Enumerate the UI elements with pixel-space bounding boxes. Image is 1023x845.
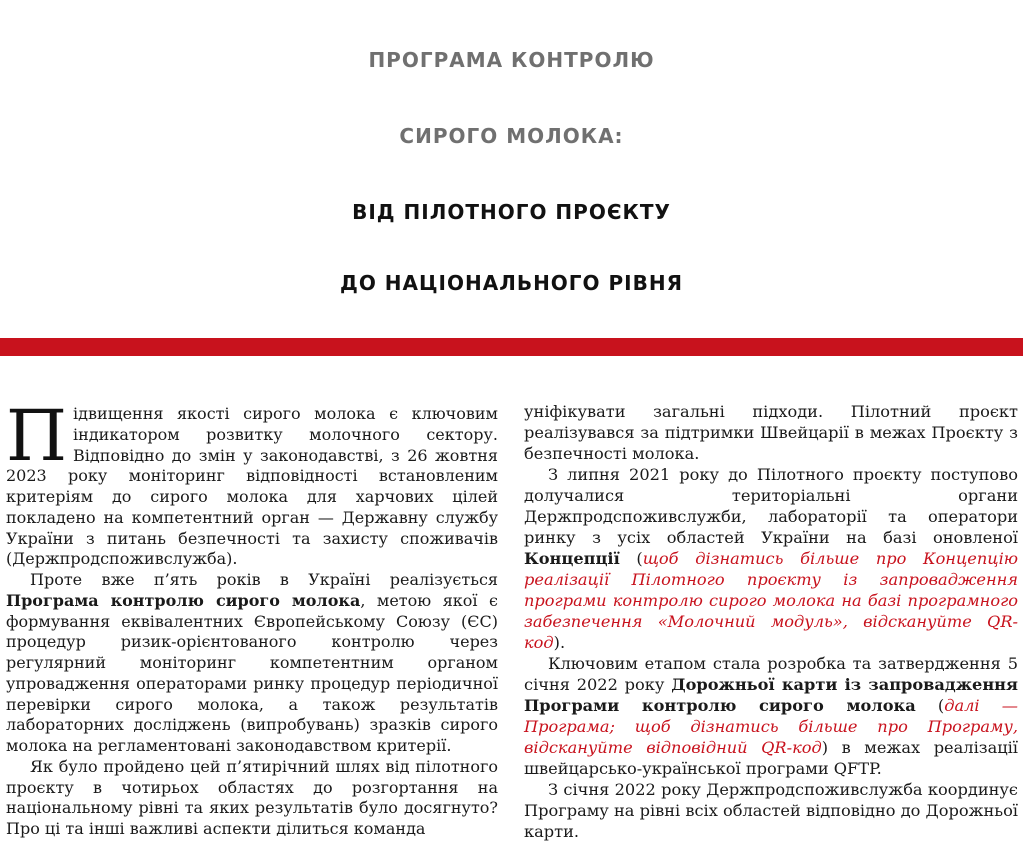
paragraph-intro xyxy=(6,395,498,570)
roadmap-term: Дорожньої карти із запровадження Програми контролю сирого молока xyxy=(524,675,1018,715)
text-run: , метою якої є формування еквівалентних Європейському Союзу (ЄС) процедур ризик-орієнтованого контролю через регулярний моніторинг компетентним органом упровадження операторами ринку процедур періодичної перевірки сирого молока, а також результатів лабораторних досліджень (випробувань) зразків сирого молока на регламентовані законодавством критерії. xyxy=(6,590,499,755)
article-column-left xyxy=(6,395,499,840)
text-run: ( xyxy=(915,696,945,715)
text-run: ). xyxy=(553,633,566,652)
text-run: Ключовим етапом стала розробка та затвердження 5 січня 2022 року xyxy=(524,654,1018,694)
concept-term: Концепції xyxy=(524,549,620,568)
article-column-right xyxy=(524,401,1018,842)
text-run: уніфікувати загальні підходи. Пілотний проєкт реалізувався за підтримки Швейцарії в межах Проєкту з безпечності молока. xyxy=(524,402,1018,463)
text-run: ) в межах реалізації швейцарсько-української програми QFTP. xyxy=(524,738,1018,778)
text-run: З липня 2021 року до Пілотного проєкту поступово долучалися територіальні органи Держпродспоживслужби, лабораторії та оператори ринку з усіх областей України на базі оновленої xyxy=(524,465,1018,547)
paragraph-continuation xyxy=(524,401,1018,464)
text-run: Проте вже п’ять років в Україні реалізується xyxy=(30,570,498,589)
headline-line-3: ВІД ПІЛОТНОГО ПРОЄКТУ xyxy=(352,200,671,224)
drop-cap: П xyxy=(6,395,68,477)
headline-line-2: СИРОГО МОЛОКА: xyxy=(399,124,624,148)
headline-divider xyxy=(0,338,1023,356)
paragraph-question xyxy=(6,757,498,840)
headline-line-4: ДО НАЦІОНАЛЬНОГО РІВНЯ xyxy=(340,271,683,295)
text-run: З січня 2022 року Держпродспоживслужба координує Програму на рівні всіх областей відповідно до Дорожньої карти. xyxy=(524,780,1018,841)
paragraph-pilot xyxy=(524,464,1018,653)
program-name: Програма контролю сирого молока xyxy=(6,590,361,610)
qr-note: далі — Програма; щоб дізнатись більше про Програму, відскануйте відповідний QR-код xyxy=(524,696,1018,757)
intro-text: ідвищення якості сирого молока є ключовим індикатором розвитку молочного сектору. Відповідно до змін у законодавстві, з 26 жовтня 2023 року моніторинг відповідності встановленим критеріям до сирого молока для харчових цілей покладено на компетентний орган — Державну службу України з питань безпечності та захисту споживачів (Держпродспоживслужба). xyxy=(6,404,498,569)
qr-note: щоб дізнатись більше про Концепцію реалізації Пілотного проєкту із запровадження програми контролю сирого молока на базі програмного забезпечення «Молочний модуль», відскануйте QR-код xyxy=(524,549,1018,652)
paragraph-coordination xyxy=(524,779,1018,842)
text-run: ( xyxy=(619,549,643,568)
text-run: Як було пройдено цей п’ятирічний шлях від пілотного проєкту в чотирьох областях до розгортання на національному рівні та яких результатів було досягнуто? Про ці та інші важливі аспекти ділиться команда xyxy=(6,756,498,838)
headline-line-1: ПРОГРАМА КОНТРОЛЮ xyxy=(368,48,655,72)
paragraph-roadmap xyxy=(524,653,1018,779)
paragraph-program xyxy=(6,570,498,757)
